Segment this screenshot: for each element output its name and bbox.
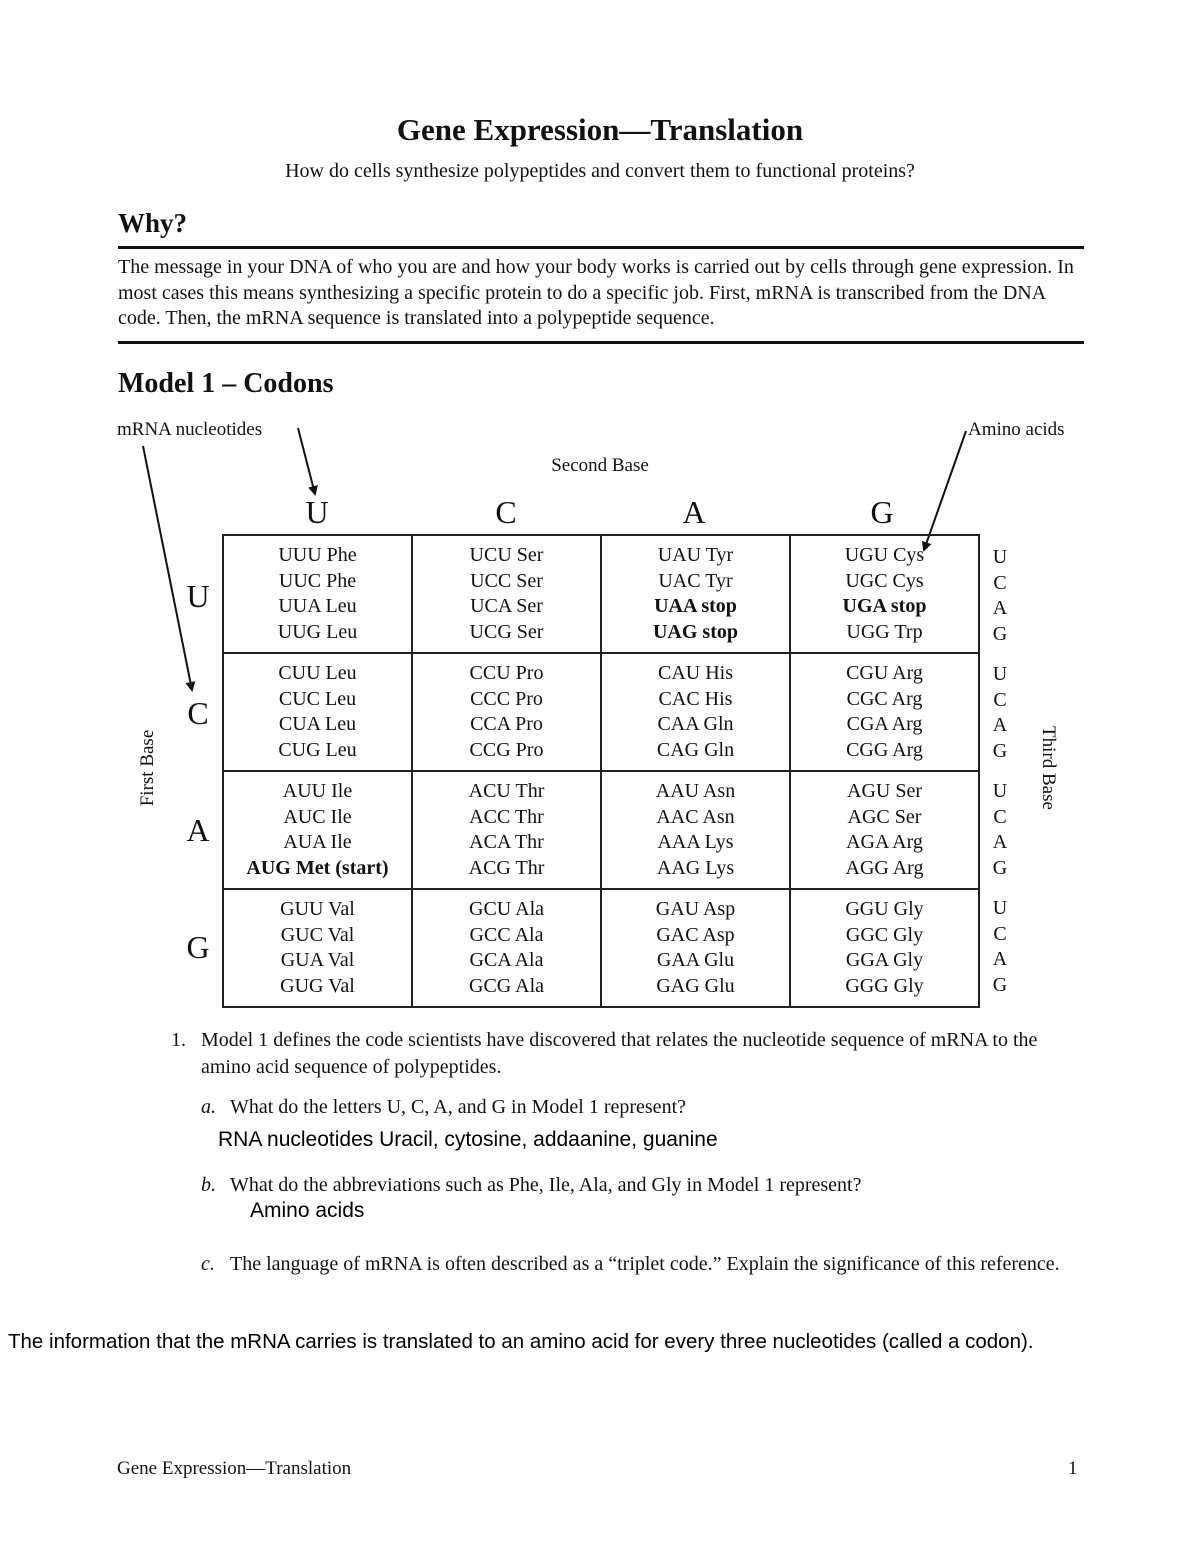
third-letter: U <box>992 897 1008 919</box>
third-letter: U <box>992 546 1008 568</box>
codon-entry: GCC Ala <box>469 923 544 946</box>
codon-entry: UCU Ser <box>469 544 544 566</box>
question-a-text: What do the letters U, C, A, and G in Model 1 represent? <box>230 1096 686 1118</box>
question-1-number: 1. <box>171 1029 186 1051</box>
third-letter: A <box>992 948 1008 970</box>
model-heading: Model 1 – Codons <box>118 368 334 399</box>
codon-entry: UAA stop <box>654 595 737 617</box>
codon-entry: GUU Val <box>280 898 355 920</box>
codon-entry: UGU Cys <box>844 544 925 566</box>
row-header-c: C <box>187 695 209 731</box>
codon-entry: AUC Ile <box>283 805 352 828</box>
page-title: Gene Expression—Translation <box>396 112 804 147</box>
third-letter: A <box>992 714 1008 736</box>
codon-entry: AAG Lys <box>656 856 735 879</box>
codon-cell-gu <box>223 889 412 1007</box>
codon-entry: UCG Ser <box>469 620 544 643</box>
codon-entry: CGU Arg <box>846 662 923 684</box>
row-header-g: G <box>186 929 210 965</box>
codon-cell-uu <box>223 535 412 653</box>
column-header-c: C <box>495 494 517 530</box>
codon-entry: AAC Asn <box>656 805 735 828</box>
first-base-label: First Base <box>137 729 158 807</box>
third-letter: G <box>992 739 1008 762</box>
second-base-label: Second Base <box>551 455 649 476</box>
codon-entry: UAG stop <box>652 620 738 643</box>
question-1-text: Model 1 defines the code scientists have discovered that relates the nucleotide sequence of mRNA to the amino acid sequence of polypeptides. <box>201 1029 1038 1078</box>
codon-entry: GAC Asp <box>656 923 735 946</box>
row-header-u: U <box>186 578 210 614</box>
third-letter: A <box>992 597 1008 619</box>
codon-entry: GUA Val <box>280 949 355 971</box>
third-letters-row-c <box>990 662 1010 764</box>
codon-entry: GAU Asp <box>655 898 736 920</box>
codon-entry: GUC Val <box>280 923 355 946</box>
codon-entry: CCC Pro <box>470 687 543 710</box>
codon-entry: CAG Gln <box>656 738 735 761</box>
codon-entry: GGA Gly <box>845 949 924 971</box>
third-letter: G <box>992 856 1008 879</box>
codon-entry: CGA Arg <box>846 713 923 735</box>
question-c-letter: c. <box>201 1253 215 1275</box>
codon-cell-gc <box>412 889 601 1007</box>
codon-row-c <box>223 653 979 771</box>
codon-entry: CUG Leu <box>278 738 357 761</box>
codon-cell-ac <box>412 771 601 889</box>
question-b-letter: b. <box>201 1174 216 1196</box>
codon-entry: GCU Ala <box>469 898 544 920</box>
third-letter: A <box>992 831 1008 853</box>
codon-entry: CAA Gln <box>657 713 734 735</box>
question-b-text: What do the abbreviations such as Phe, Ile, Ala, and Gly in Model 1 represent? <box>230 1174 862 1196</box>
page-subtitle: How do cells synthesize polypeptides and convert them to functional proteins? <box>285 160 915 182</box>
codon-row-a <box>223 771 979 889</box>
codon-entry: CUC Leu <box>278 687 357 710</box>
codon-cell-ca <box>601 653 790 771</box>
codon-entry: UGG Trp <box>846 620 923 643</box>
codon-entry: ACG Thr <box>468 856 545 879</box>
codon-entry: CUU Leu <box>278 662 357 684</box>
codon-entry: AGU Ser <box>847 780 922 802</box>
codon-entry: AUU Ile <box>282 780 353 802</box>
codon-cell-ga <box>601 889 790 1007</box>
codon-entry: ACU Thr <box>468 780 545 802</box>
codon-entry: UCC Ser <box>470 569 543 592</box>
codon-entry: CAC His <box>658 687 733 710</box>
why-heading: Why? <box>118 208 188 238</box>
codon-cell-cc <box>412 653 601 771</box>
codon-entry: UUG Leu <box>277 620 358 643</box>
third-letter: G <box>992 622 1008 645</box>
codon-entry: UGA stop <box>842 595 927 617</box>
codon-entry: UUC Phe <box>278 569 357 592</box>
codon-entry: AUG Met (start) <box>246 856 389 879</box>
codon-row-u <box>223 535 979 653</box>
page-number: 1 <box>1068 1458 1078 1479</box>
codon-cell-aa <box>601 771 790 889</box>
codon-entry: GGU Gly <box>845 898 924 920</box>
third-letters-row-u <box>990 545 1010 647</box>
third-letter: C <box>993 688 1007 711</box>
codon-cell-cg <box>790 653 979 771</box>
third-letter: U <box>992 663 1008 685</box>
codon-entry: CCG Pro <box>469 738 544 761</box>
codon-entry: UAU Tyr <box>657 544 734 566</box>
why-paragraph: The message in your DNA of who you are and how your body works is carried out by cells through gene expression. In most cases this means synthesizing a specific protein to do a specific job. First, mRNA is transcribed from the DNA code. Then, the mRNA sequence is translated into a polypeptide sequence. <box>118 256 1074 329</box>
third-letter: G <box>992 973 1008 996</box>
codon-cell-ug <box>790 535 979 653</box>
third-base-label: Third Base <box>1038 726 1059 810</box>
codon-cell-gg <box>790 889 979 1007</box>
mrna-nucleotides-label: mRNA nucleotides <box>117 419 263 440</box>
codon-row-g <box>223 889 979 1007</box>
codon-entry: ACC Thr <box>469 805 544 828</box>
row-header-a: A <box>186 812 210 848</box>
codon-entry: GAA Glu <box>656 949 735 971</box>
footer-title: Gene Expression—Translation <box>117 1458 352 1479</box>
answer-a[interactable]: RNA nucleotides Uracil, cytosine, addaanine, guanine <box>218 1128 718 1151</box>
question-c-text: The language of mRNA is often described as a “triplet code.” Explain the significance of this reference. <box>230 1253 1060 1275</box>
question-a-letter: a. <box>201 1096 216 1118</box>
column-header-g: G <box>870 494 894 530</box>
codon-cell-au <box>223 771 412 889</box>
third-letter: C <box>993 922 1007 945</box>
codon-entry: AGC Ser <box>847 805 922 828</box>
codon-entry: UCA Ser <box>470 595 543 617</box>
codon-entry: AAA Lys <box>657 831 734 853</box>
codon-entry: CAU His <box>657 662 733 684</box>
column-header-u: U <box>305 494 329 530</box>
codon-entry: GGG Gly <box>845 974 924 997</box>
codon-entry: GCA Ala <box>469 949 544 971</box>
third-letter: C <box>993 805 1007 828</box>
codon-entry: UGC Cys <box>845 569 924 592</box>
third-letter: C <box>993 571 1007 594</box>
codon-entry: CCU Pro <box>469 662 544 684</box>
codon-table <box>222 534 980 1008</box>
amino-acids-label: Amino acids <box>968 419 1065 440</box>
codon-entry: GUG Val <box>280 974 355 997</box>
answer-b[interactable]: Amino acids <box>250 1199 365 1222</box>
codon-entry: UAC Tyr <box>658 569 733 592</box>
codon-entry: AGG Arg <box>845 856 924 879</box>
codon-cell-uc <box>412 535 601 653</box>
codon-entry: UUU Phe <box>278 544 357 566</box>
codon-entry: CGG Arg <box>846 738 923 761</box>
third-letters-row-g <box>990 896 1010 998</box>
codon-cell-ag <box>790 771 979 889</box>
codon-cell-ua <box>601 535 790 653</box>
arrow-to-cys <box>924 431 966 550</box>
codon-entry: AGA Arg <box>846 831 923 853</box>
third-letter: U <box>992 780 1008 802</box>
codon-entry: AAU Asn <box>655 780 736 802</box>
third-letters-row-a <box>990 779 1010 881</box>
codon-entry: AUA Ile <box>283 831 352 853</box>
arrow-to-row-c <box>143 446 192 690</box>
codon-entry: GGC Gly <box>845 923 924 946</box>
codon-entry: CGC Arg <box>846 687 923 710</box>
column-header-a: A <box>682 494 706 530</box>
codon-entry: GCG Ala <box>469 974 544 997</box>
codon-cell-cu <box>223 653 412 771</box>
arrow-to-column-u <box>298 428 315 494</box>
codon-entry: CUA Leu <box>278 713 357 735</box>
codon-entry: CCA Pro <box>470 713 543 735</box>
codon-entry: GAG Glu <box>656 974 735 997</box>
codon-entry: UUA Leu <box>278 595 357 617</box>
codon-entry: ACA Thr <box>469 831 544 853</box>
answer-c[interactable]: The information that the mRNA carries is translated to an amino acid for every three nucleotides (called a codon). <box>8 1330 1034 1353</box>
